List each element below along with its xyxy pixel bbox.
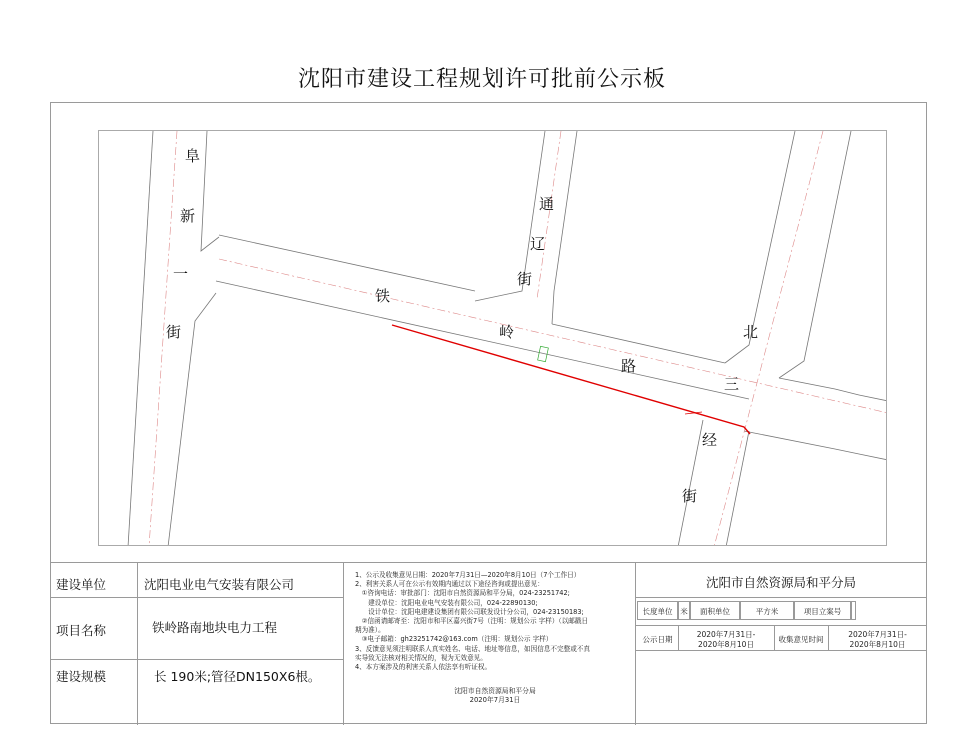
label-beisanjing-4: 街 (682, 487, 698, 505)
tieling-road-north-edge-middle (552, 324, 725, 363)
signature-date: 2020年7月31日 (469, 696, 521, 704)
collect-opinion-start: 2020年7月31日- (848, 630, 907, 639)
tieling-road-south-edge-east (744, 431, 835, 449)
project-name-value: 铁岭路南地块电力工程 (152, 620, 278, 635)
publicity-date-label: 公示日期 (642, 635, 673, 644)
tieling-road-south-edge (216, 281, 749, 399)
tieling-road-south-edge-far-east (859, 454, 887, 460)
signature-org: 沈阳市自然资源局和平分局 (454, 687, 536, 695)
note-line: 实导致无法核对相关情况的，视为无效意见。 (355, 653, 487, 662)
note-line: 1、公示及收集意见日期：2020年7月31日—2020年8月10日（7个工作日） (355, 571, 581, 579)
label-tieling-2: 岭 (499, 323, 515, 341)
construction-scale-value: 长 190米;管径DN150X6根。 (154, 669, 321, 684)
area-unit-value: 平方米 (755, 607, 779, 616)
label-tongliao-1: 通 (539, 195, 555, 213)
label-tongliao-3: 街 (517, 270, 533, 288)
construction-unit-label: 建设单位 (56, 577, 107, 592)
tieling-road-north-edge-east (779, 378, 835, 389)
site-plan-map (98, 130, 887, 546)
publicity-date-end: 2020年8月10日 (698, 640, 754, 649)
signature-block (355, 687, 635, 705)
project-name-label: 项目名称 (56, 623, 107, 638)
tieling-road-north-edge-far-east (859, 395, 887, 401)
collect-opinion-end: 2020年8月10日 (849, 640, 906, 649)
label-fuxin-2: 新 (180, 207, 196, 225)
label-beisanjing-1: 北 (743, 323, 759, 341)
note-line: 期为准）。 (355, 626, 385, 635)
note-line: 2、利害关系人可在公示有效期内通过以下途径咨询或提出意见： (355, 580, 544, 589)
note-line: 设计单位：沈阳电建建设集团有限公司联发设计分公司，024-23150183; (355, 607, 584, 616)
note-line: ③电子邮箱：gh23251742@163.com（注明：规划公示 字样） (355, 635, 553, 644)
note-line: ②信函请邮寄至：沈阳市和平区嘉兴街7号（注明：规划公示 字样）（以邮戳日 (355, 617, 589, 626)
beisanjing-street-west-edge (725, 131, 795, 363)
note-line: ①咨询电话：审批部门：沈阳市自然资源局和平分局，024-23251742; (355, 589, 570, 598)
construction-scale-label: 建设规模 (56, 669, 107, 684)
note-line: 3、反馈意见须注明联系人真实姓名、电话、地址等信息，如因信息不完整或不真 (355, 644, 590, 653)
tongliao-street-west-edge (475, 131, 545, 301)
tieling-road-centerline (219, 259, 887, 413)
collect-opinion-time-label: 收集意见时间 (778, 635, 824, 644)
publicity-date-start: 2020年7月31日- (696, 630, 756, 639)
construction-unit-value: 沈阳电业电气安装有限公司 (144, 577, 295, 592)
note-line: 4、本方案涉及的利害关系人依法享有听证权。 (355, 663, 492, 672)
beisanjing-street-south-west-edge (678, 420, 703, 546)
tongliao-street-centerline (537, 131, 561, 299)
area-unit-label: 面积单位 (700, 607, 730, 616)
note-line: 建设单位：沈阳电业电气安装有限公司，024-22890130; (355, 598, 538, 607)
label-beisanjing-3: 经 (702, 431, 718, 449)
tongliao-street-east-edge (552, 131, 577, 324)
fuxin-street-east-edge-north (201, 131, 219, 251)
beisanjing-street-east-edge (779, 131, 851, 378)
power-pipe-route (392, 325, 750, 434)
label-fuxin-4: 街 (166, 323, 182, 341)
info-panel (50, 562, 927, 724)
map-drawing (99, 131, 887, 546)
label-fuxin-3: 一 (173, 265, 189, 283)
length-unit-label: 长度单位 (642, 607, 673, 616)
project-number-label: 项目立案号 (803, 607, 842, 616)
label-beisanjing-2: 三 (724, 375, 740, 393)
authority-name: 沈阳市自然资源局和平分局 (705, 575, 856, 590)
label-fuxin-1: 阜 (185, 147, 201, 165)
fuxin-street-west-edge (128, 131, 153, 546)
beisanjing-street-centerline (714, 131, 823, 546)
tieling-road-north-edge-west (219, 235, 475, 291)
page-title: 沈阳市建设工程规划许可批前公示板 (297, 67, 666, 92)
label-tieling-3: 路 (621, 357, 637, 375)
label-tieling-1: 铁 (375, 287, 391, 305)
label-tongliao-2: 辽 (530, 235, 546, 253)
publicity-notes (355, 571, 633, 672)
length-unit-value: 米 (680, 607, 688, 616)
dimension-marker (538, 346, 549, 361)
